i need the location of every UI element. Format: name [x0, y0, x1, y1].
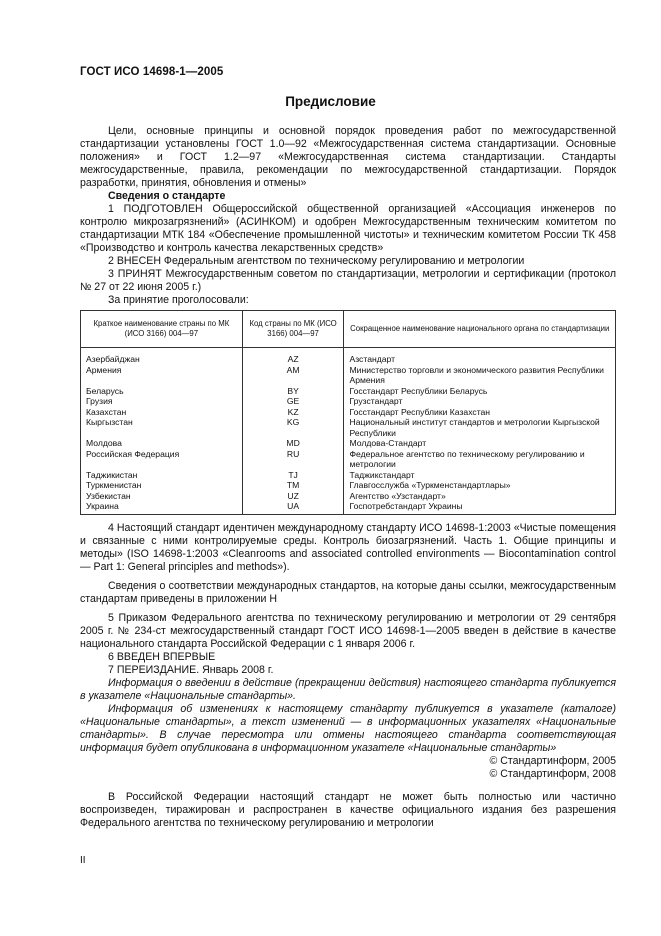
country-cell: Беларусь	[81, 386, 243, 397]
copyright-2005: © Стандартинформ, 2005	[489, 754, 616, 767]
intro-paragraph: Цели, основные принципы и основной порядок проведения работ по межгосударственной стандартизации установлены ГОСТ 1.0—92 «Межгосударственная система стандартизации. Основные положения» и ГОСТ 1.2—97 «Межгосударственная система стандартизации. Стандарты межгосударственные, правила, рекомендации по межгосударственной стандартизации. Порядок разработки, принятия, обновления и отмены»	[80, 125, 616, 189]
code-cell: AZ	[242, 348, 344, 365]
page-number: II	[80, 855, 86, 866]
org-cell: Грузстандарт	[344, 396, 616, 407]
code-cell: RU	[242, 449, 344, 470]
country-cell: Азербайджан	[81, 348, 243, 365]
info-heading: Сведения о стандарте	[108, 190, 226, 202]
org-cell: Госстандарт Республики Казахстан	[344, 407, 616, 418]
table-row	[81, 348, 616, 365]
rights-notice: В Российской Федерации настоящий стандарт не может быть полностью или частично воспроизведен, тиражирован и распространен в качестве официального издания без разрешения Федерального агентства по техническому регулированию и метрологии	[80, 790, 616, 829]
org-cell: Главгосслужба «Туркменстандартлары»	[344, 480, 616, 491]
item-6: 6 ВВЕДЕН ВПЕРВЫЕ	[108, 650, 216, 663]
org-cell: Госстандарт Республики Беларусь	[344, 386, 616, 397]
org-cell: Молдова-Стандарт	[344, 438, 616, 449]
code-cell: MD	[242, 438, 344, 449]
code-cell: UZ	[242, 491, 344, 502]
page-title: Предисловие	[285, 94, 376, 109]
item-4-note: Сведения о соответствии международных стандартов, на которые даны ссылки, межгосударственным стандартам приведены в приложении Н	[80, 579, 616, 605]
item-5: 5 Приказом Федерального агентства по техническому регулированию и метрологии от 29 сентября 2005 г. № 234-ст межгосударственный стандарт ГОСТ ИСО 14698-1—2005 введен в действие в качестве национального стандарта Российской Федерации с 1 января 2006 г.	[80, 611, 616, 650]
table-row	[81, 449, 616, 470]
country-cell: Молдова	[81, 438, 243, 449]
org-cell: Таджикстандарт	[344, 470, 616, 481]
item-4: 4 Настоящий стандарт идентичен международному стандарту ИСО 14698-1:2003 «Чистые помещения и связанные с ними контролируемые среды. Контроль биозагрязнений. Часть 1. Общие принципы и методы» (ISO 14698-1:2003 «Cleanrooms and associated controlled environments — Biocontamination control — Part 1: General principles and methods»).	[80, 521, 616, 573]
org-cell: Министерство торговли и экономического развития Республики Армения	[344, 365, 616, 386]
table-row	[81, 438, 616, 449]
country-cell: Армения	[81, 365, 243, 386]
table-header-country: Краткое наименование страны по МК (ИСО 3166) 004—97	[81, 311, 243, 348]
code-cell: TM	[242, 480, 344, 491]
item-7: 7 ПЕРЕИЗДАНИЕ. Январь 2008 г.	[108, 663, 274, 676]
item-2: 2 ВНЕСЕН Федеральным агентством по техническому регулированию и метрологии	[108, 255, 525, 267]
country-cell: Узбекистан	[81, 491, 243, 502]
document-header: ГОСТ ИСО 14698-1—2005	[80, 66, 224, 78]
table-row	[81, 491, 616, 502]
country-cell: Казахстан	[81, 407, 243, 418]
country-cell: Украина	[81, 501, 243, 514]
country-cell: Туркменистан	[81, 480, 243, 491]
org-cell: Федеральное агентство по техническому регулированию и метрологии	[344, 449, 616, 470]
voted-label: За принятие проголосовали:	[108, 294, 249, 306]
voting-table	[80, 310, 616, 515]
org-cell: Госпотребстандарт Украины	[344, 501, 616, 514]
org-cell: Агентство «Узстандарт»	[344, 491, 616, 502]
code-cell: UA	[242, 501, 344, 514]
table-row	[81, 386, 616, 397]
code-cell: TJ	[242, 470, 344, 481]
country-cell: Российская Федерация	[81, 449, 243, 470]
table-row	[81, 396, 616, 407]
code-cell: BY	[242, 386, 344, 397]
table-header-org: Сокращенное наименование национального органа по стандартизации	[344, 311, 616, 348]
code-cell: KG	[242, 417, 344, 438]
table-row	[81, 470, 616, 481]
org-cell: Национальный институт стандартов и метрологии Кыргызской Республики	[344, 417, 616, 438]
table-header-row	[81, 311, 616, 348]
copyright-2008: © Стандартинформ, 2008	[489, 767, 616, 780]
amendment-info: Информация об изменениях к настоящему стандарту публикуется в указателе (каталоге) «Национальные стандарты», а текст изменений — в информационных указателях «Национальные стандарты». В случае пересмотра или отмены настоящего стандарта соответствующая информация будет опубликована в информационном указателе «Национальные стандарты»	[80, 702, 616, 754]
org-cell: Азстандарт	[344, 348, 616, 365]
table-row	[81, 501, 616, 514]
document-body	[80, 125, 616, 830]
table-row	[81, 480, 616, 491]
country-cell: Кыргызстан	[81, 417, 243, 438]
item-3: 3 ПРИНЯТ Межгосударственным советом по стандартизации, метрологии и сертификации (протокол № 27 от 22 июня 2005 г.)	[80, 268, 616, 293]
table-row	[81, 417, 616, 438]
country-cell: Грузия	[81, 396, 243, 407]
table-row	[81, 365, 616, 386]
item-1: 1 ПОДГОТОВЛЕН Общероссийской общественной организацией «Ассоциация инженеров по контролю микрозагрязнений» (АСИНКОМ) и одобрен Межгосударственным техническим комитетом по стандартизации МТК 184 «Обеспечение промышленной чистоты» и техническим комитетом России ТК 458 «Производство и контроль качества лекарственных средств»	[80, 203, 616, 254]
code-cell: AM	[242, 365, 344, 386]
country-cell: Таджикистан	[81, 470, 243, 481]
table-row	[81, 407, 616, 418]
code-cell: KZ	[242, 407, 344, 418]
code-cell: GE	[242, 396, 344, 407]
publication-info: Информация о введении в действие (прекращении действия) настоящего стандарта публикуется в указателе «Национальные стандарты».	[80, 676, 616, 702]
table-header-code: Код страны по МК (ИСО 3166) 004—97	[242, 311, 344, 348]
